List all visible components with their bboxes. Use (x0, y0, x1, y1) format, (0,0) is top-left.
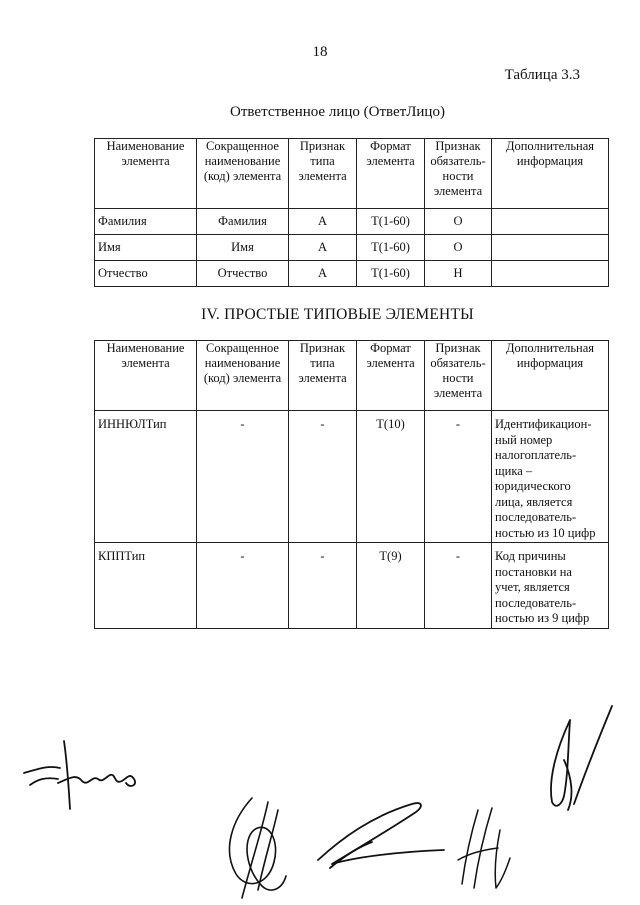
table-caption: Ответственное лицо (ОтветЛицо) (230, 104, 445, 120)
cell-name: Фамилия (95, 209, 197, 235)
cell-required: О (425, 209, 492, 235)
header-cell (357, 341, 425, 411)
page-number: 18 (312, 44, 328, 60)
cell-type: - (289, 411, 357, 543)
cell-format: Т(1-60) (357, 261, 425, 287)
signature-bottom-3 (448, 800, 518, 895)
signature-bottom-2 (312, 798, 452, 878)
header-type: Признак типа элемента (298, 341, 347, 385)
signature-right (538, 700, 618, 815)
header-cell (492, 139, 609, 209)
responsible-person-table (94, 138, 609, 287)
cell-name: Имя (95, 235, 197, 261)
table-row (95, 261, 609, 287)
cell-format: Т(10) (357, 411, 425, 543)
cell-name: ИННЮЛТип (95, 411, 197, 543)
cell-format: Т(1-60) (357, 209, 425, 235)
cell-code: - (197, 411, 289, 543)
table-row (95, 235, 609, 261)
header-cell (289, 139, 357, 209)
cell-code: Отчество (197, 261, 289, 287)
cell-name: Отчество (95, 261, 197, 287)
table-row (95, 411, 609, 543)
cell-name: КППТип (95, 543, 197, 629)
header-cell (289, 341, 357, 411)
header-name: Наименование элемента (106, 341, 185, 370)
section-heading: IV. ПРОСТЫЕ ТИПОВЫЕ ЭЛЕМЕНТЫ (201, 306, 474, 323)
header-type: Признак типа элемента (298, 139, 347, 183)
table-row (95, 209, 609, 235)
table-label: Таблица 3.3 (504, 67, 580, 83)
cell-type: - (289, 543, 357, 629)
cell-format: Т(1-60) (357, 235, 425, 261)
header-info: Дополнительная информация (505, 341, 595, 370)
header-code: Сокращенное наименование (код) элемента (203, 341, 282, 385)
header-code: Сокращенное наименование (код) элемента (203, 139, 282, 183)
header-info: Дополнительная информация (505, 139, 595, 168)
cell-required: - (425, 411, 492, 543)
signature-bottom-1 (212, 790, 302, 905)
cell-type: А (289, 209, 357, 235)
header-cell (95, 139, 197, 209)
header-format: Формат элемента (366, 341, 415, 370)
cell-type: А (289, 235, 357, 261)
header-required: Признак обязатель- ности элемента (430, 139, 486, 198)
cell-code: - (197, 543, 289, 629)
cell-required: Н (425, 261, 492, 287)
header-cell (492, 341, 609, 411)
cell-info (492, 261, 609, 287)
header-format: Формат элемента (366, 139, 415, 168)
cell-info (492, 209, 609, 235)
cell-code: Имя (197, 235, 289, 261)
simple-types-table (94, 340, 609, 629)
signature-left (18, 735, 148, 815)
table-header-row (95, 139, 609, 209)
header-cell (357, 139, 425, 209)
table-header-row (95, 341, 609, 411)
header-cell (425, 139, 492, 209)
cell-code: Фамилия (197, 209, 289, 235)
header-cell (95, 341, 197, 411)
cell-format: Т(9) (357, 543, 425, 629)
header-cell (197, 341, 289, 411)
cell-info (492, 235, 609, 261)
header-cell (197, 139, 289, 209)
header-name: Наименование элемента (106, 139, 185, 168)
cell-info: Идентификацион- ный номер налогоплатель- щика – юридического лица, является последователь- ностью из 10 цифр (492, 411, 609, 543)
cell-required: О (425, 235, 492, 261)
cell-info: Код причины постановки на учет, является последователь- ностью из 9 цифр (492, 543, 609, 629)
table-row (95, 543, 609, 629)
cell-required: - (425, 543, 492, 629)
header-cell (425, 341, 492, 411)
cell-type: А (289, 261, 357, 287)
header-required: Признак обязатель- ности элемента (430, 341, 486, 400)
